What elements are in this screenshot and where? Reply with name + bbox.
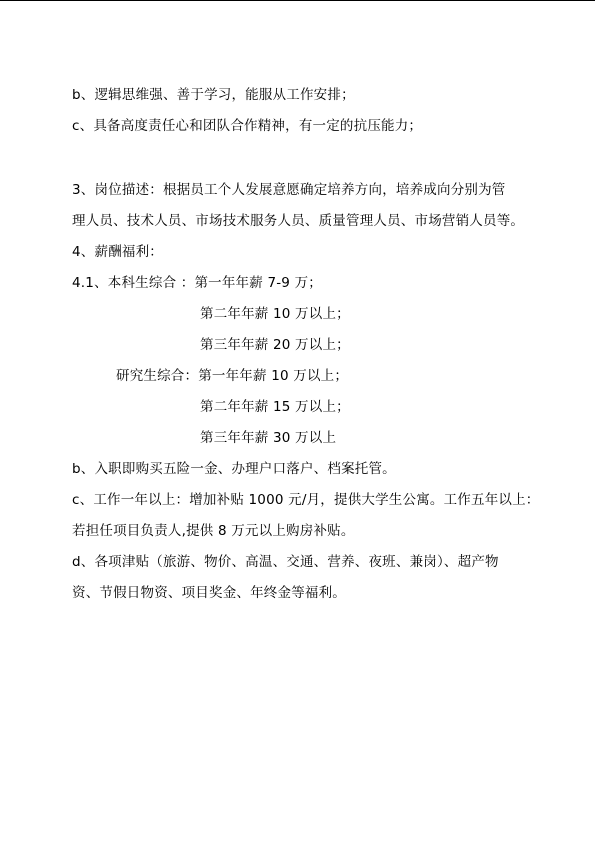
job-description-line-1: 3、岗位描述：根据员工个人发展意愿确定培养方向，培养成向分别为管 bbox=[72, 182, 506, 198]
graduate-salary-year-3: 第三年年薪 30 万以上 bbox=[200, 430, 337, 446]
salary-benefits-heading: 4、薪酬福利： bbox=[72, 244, 163, 260]
requirement-line-b: b、逻辑思维强、善于学习，能服从工作安排； bbox=[72, 87, 355, 103]
benefit-line-c-1: c、工作一年以上：增加补贴 1000 元/月，提供大学生公寓。工作五年以上： bbox=[72, 492, 540, 508]
benefit-line-d-2: 资、节假日物资、项目奖金、年终金等福利。 bbox=[72, 585, 346, 601]
undergraduate-salary-year-3: 第三年年薪 20 万以上； bbox=[200, 337, 350, 353]
benefit-line-d-1: d、各项津贴（旅游、物价、高温、交通、营养、夜班、兼岗）、超产物 bbox=[72, 554, 499, 570]
top-border-line bbox=[0, 0, 595, 1]
requirement-line-c: c、具备高度责任心和团队合作精神，有一定的抗压能力； bbox=[72, 118, 423, 134]
benefit-line-b: b、入职即购买五险一金、办理户口落户、档案托管。 bbox=[72, 461, 396, 477]
graduate-salary-year-1: 研究生综合：第一年年薪 10 万以上； bbox=[116, 368, 349, 384]
undergraduate-salary-year-1: 4.1、本科生综合 ：第一年年薪 7-9 万； bbox=[72, 275, 322, 291]
job-description-line-2: 理人员、技术人员、市场技术服务人员、质量管理人员、市场营销人员等。 bbox=[72, 213, 525, 229]
benefit-line-c-2: 若担任项目负责人,提供 8 万元以上购房补贴。 bbox=[72, 523, 355, 539]
undergraduate-salary-year-2: 第二年年薪 10 万以上； bbox=[200, 306, 350, 322]
graduate-salary-year-2: 第二年年薪 15 万以上； bbox=[200, 399, 350, 415]
